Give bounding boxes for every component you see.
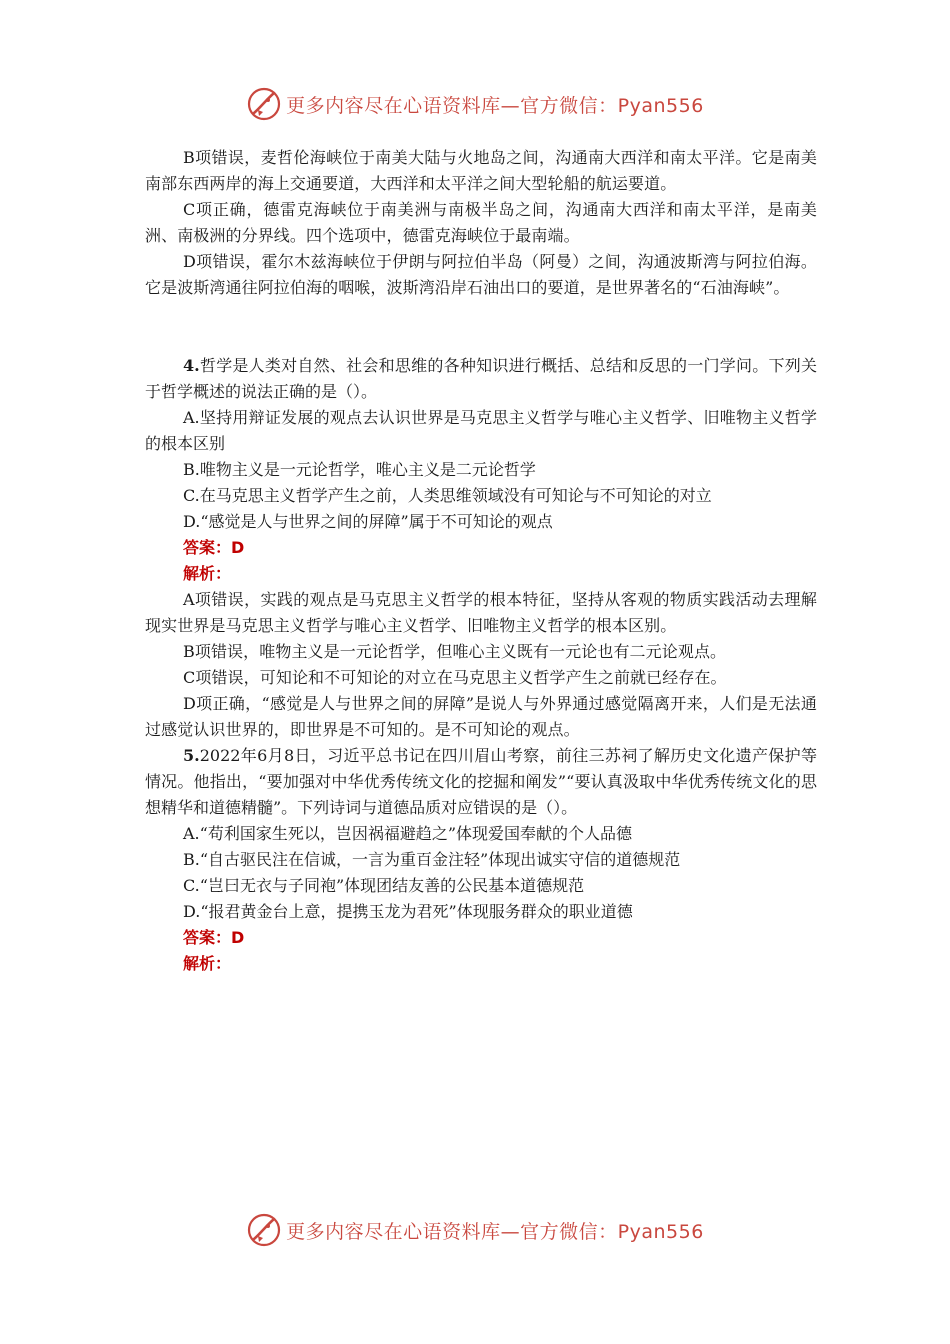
question-4-option-a: A.坚持用辩证发展的观点去认识世界是马克思主义哲学与唯心主义哲学、旧唯物主义哲学的根本区别 [145, 408, 817, 453]
document-body [145, 145, 817, 977]
question-4-stem [145, 353, 817, 405]
pen-nib-logo-icon [246, 1212, 282, 1248]
question-4-option-c: C.在马克思主义哲学产生之前，人类思维领域没有可知论与不可知论的对立 [183, 486, 712, 505]
question-4-analysis-label: 解析： [183, 564, 232, 583]
question-5-text: 2022年6月8日，习近平总书记在四川眉山考察，前往三苏祠了解历史文化遗产保护等情况。他指出，“要加强对中华优秀传统文化的挖掘和阐发”“要认真汲取中华优秀传统文化的思想精华和道德精髓”。下列诗词与道德品质对应错误的是（）。 [145, 746, 817, 817]
pen-nib-logo-icon [246, 86, 282, 122]
question-5-analysis-label: 解析： [183, 954, 232, 973]
page-header-banner [0, 82, 950, 126]
prev-analysis-c: C项正确，德雷克海峡位于南美洲与南极半岛之间，沟通南大西洋和南太平洋，是南美洲、南极洲的分界线。四个选项中，德雷克海峡位于最南端。 [145, 200, 817, 245]
section-gap [145, 301, 817, 353]
question-5-option-d: D.“报君黄金台上意，提携玉龙为君死”体现服务群众的职业道德 [183, 902, 633, 921]
prev-analysis-d: D项错误，霍尔木兹海峡位于伊朗与阿拉伯半岛（阿曼）之间，沟通波斯湾与阿拉伯海。它是波斯湾通往阿拉伯海的咽喉，波斯湾沿岸石油出口的要道，是世界著名的“石油海峡”。 [145, 252, 817, 297]
question-5-option-b: B.“自古驱民注在信诚，一言为重百金注轻”体现出诚实守信的道德规范 [183, 850, 681, 869]
question-5-stem [145, 743, 817, 821]
page-footer-banner [0, 1208, 950, 1252]
question-5-option-c: C.“岂曰无衣与子同袍”体现团结友善的公民基本道德规范 [183, 876, 585, 895]
question-4-number: 4. [183, 356, 200, 375]
question-5-answer: 答案：D [183, 928, 245, 947]
footer-banner-text: 更多内容尽在心语资料库—官方微信：Pyan556 [286, 1220, 704, 1243]
question-4-analysis-c: C项错误，可知论和不可知论的对立在马克思主义哲学产生之前就已经存在。 [183, 668, 727, 687]
prev-analysis-b: B项错误，麦哲伦海峡位于南美大陆与火地岛之间，沟通南大西洋和南太平洋。它是南美南部东西两岸的海上交通要道，大西洋和太平洋之间大型轮船的航运要道。 [145, 148, 817, 193]
question-4-analysis-a: A项错误，实践的观点是马克思主义哲学的根本特征，坚持从客观的物质实践活动去理解现实世界是马克思主义哲学与唯心主义哲学、旧唯物主义哲学的根本区别。 [145, 590, 817, 635]
question-4-answer: 答案：D [183, 538, 245, 557]
question-4-text: 哲学是人类对自然、社会和思维的各种知识进行概括、总结和反思的一门学问。下列关于哲学概述的说法正确的是（）。 [145, 356, 817, 401]
question-4-analysis-d: D项正确，“感觉是人与世界之间的屏障”是说人与外界通过感觉隔离开来，人们是无法通过感觉认识世界的，即世界是不可知的。是不可知论的观点。 [145, 694, 817, 739]
header-banner-text: 更多内容尽在心语资料库—官方微信：Pyan556 [286, 94, 704, 117]
question-4-option-b: B.唯物主义是一元论哲学，唯心主义是二元论哲学 [183, 460, 536, 479]
question-4-option-d: D.“感觉是人与世界之间的屏障”属于不可知论的观点 [183, 512, 553, 531]
question-5-number: 5. [183, 746, 200, 765]
question-4-analysis-b: B项错误，唯物主义是一元论哲学，但唯心主义既有一元论也有二元论观点。 [183, 642, 727, 661]
question-5-option-a: A.“苟利国家生死以，岂因祸福避趋之”体现爱国奉献的个人品德 [183, 824, 633, 843]
